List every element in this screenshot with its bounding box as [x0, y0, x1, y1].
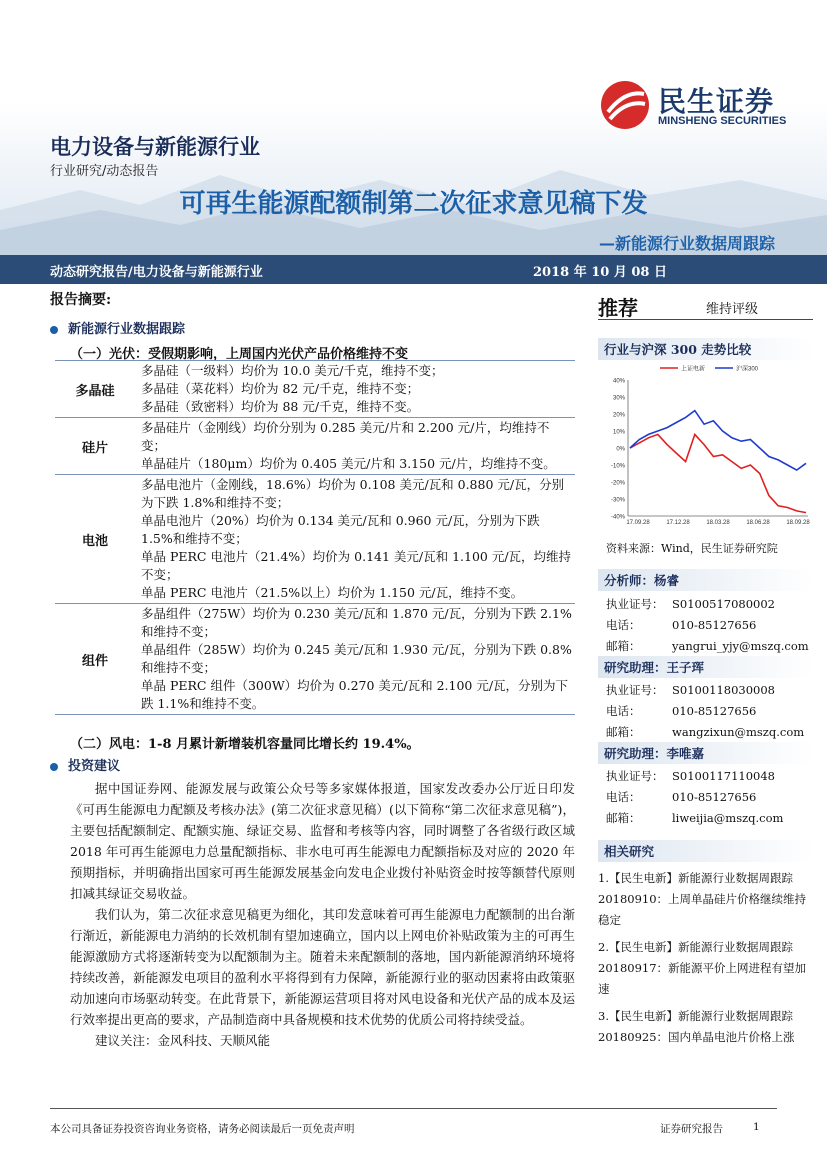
footer-divider	[50, 1108, 777, 1109]
y-tick-label: 0%	[616, 446, 625, 453]
paragraph: 据中国证券网、能源发展与政策公众号等多家媒体报道，国家发改委办公厅近日印发《可再生能源电力配额及考核办法》(第二次征求意见稿）(以下简称“第二次征求意见稿”)，主要包括配额制定、配额实施、绿证交易、监督和考核等内容，同时调整了各省级行政区域 2018 年可再生能源电力总量配额指标、非水电可再生能源电力配额指标及对应的 2020 年预期指标，并明确指出国家可再生能源发展基金向发电企业拨付补贴资金时按等额替代原则扣减其绿证交易收益。	[70, 781, 575, 901]
pv-heading: （一）光伏：受假期影响，上周国内光伏产品价格维持不变	[70, 347, 409, 362]
rating-text: 维持评级	[706, 302, 759, 317]
table-row	[55, 604, 575, 715]
contact-value: S0100117110048	[672, 769, 775, 783]
contact-value[interactable]: liweijia@mszq.com	[672, 811, 784, 825]
table-category: 多晶硅	[55, 361, 135, 418]
x-tick-label: 18.03.28	[706, 520, 730, 526]
report-category: 动态研究报告/电力设备与新能源行业	[50, 265, 263, 280]
section-heading-data-tracking	[50, 318, 185, 337]
table-details	[135, 361, 575, 418]
related-item[interactable]: 3.【民生电新】新能源行业数据周跟踪 20180925：国内单晶电池片价格上涨	[598, 1009, 795, 1044]
footer-disclaimer: 本公司具备证券投资咨询业务资格，请务必阅读最后一页免责声明	[50, 1123, 355, 1135]
y-tick-label: -30%	[610, 497, 625, 504]
table-row	[55, 418, 575, 475]
contact-value: S0100517080002	[672, 597, 775, 611]
chart-heading: 行业与沪深 300 走势比较	[598, 338, 813, 360]
related-research-list	[598, 868, 816, 1048]
logo-text-en: MINSHENG SECURITIES	[658, 115, 787, 127]
x-tick-label: 17.12.28	[666, 520, 690, 526]
table-line: 多晶硅（菜花料）均价为 82 元/千克，维持不变；	[141, 381, 420, 396]
related-item[interactable]: 1.【民生电新】新能源行业数据周跟踪 20180910：上周单晶硅片价格继续维持稳定	[598, 871, 807, 927]
contact-key: 执业证号：	[606, 769, 664, 783]
analyst-heading: 分析师：杨睿	[598, 569, 813, 591]
table-details	[135, 418, 575, 475]
price-table	[55, 360, 575, 715]
assistant2-contact	[606, 768, 783, 826]
table-details	[135, 475, 575, 604]
bullet-icon	[50, 326, 58, 334]
paragraph: 我们认为，第二次征求意见稿更为细化，其印发意味着可再生能源电力配额制的出台渐行渐近，新能源电力消纳的长效机制有望加速确立，国内以上网电价补贴政策为主的可再生能源激励方式将逐渐转变为以配额制为主。随着未来配额制的落地，国内新能源消纳环境将持续改善，新能源发电项目的盈利水平将得到有力保障，新能源行业的驱动因素将由政策驱动加速向市场驱动转变。在此背景下，新能源运营项目将对风电设备和光伏产品的成本及运行效率提出更高的要求，产品制造商中具备规模和技术优势的优质公司将持续受益。	[70, 907, 575, 1027]
table-line: 单晶 PERC 电池片（21.5%以上）均价为 1.150 元/瓦，维持不变。	[141, 585, 524, 600]
table-details	[135, 604, 575, 715]
footer-label: 证券研究报告	[660, 1123, 723, 1135]
table-line: 单晶组件（285W）均价为 0.245 美元/瓦和 1.930 元/瓦，分别为下跌 0.8%和维持不变；	[141, 642, 572, 675]
contact-key: 电话：	[606, 618, 641, 632]
table-line: 多晶组件（275W）均价为 0.230 美元/瓦和 1.870 元/瓦，分别为下跌 2.1%和维持不变；	[141, 606, 572, 639]
y-tick-label: -20%	[610, 480, 625, 487]
contact-value[interactable]: wangzixun@mszq.com	[672, 725, 805, 739]
section-heading-investment	[50, 755, 120, 774]
table-line: 多晶硅（一级料）均价为 10.0 美元/千克，维持不变；	[141, 363, 444, 378]
contact-key: 电话：	[606, 790, 641, 804]
table-row	[55, 475, 575, 604]
contact-value: 010-85127656	[672, 790, 757, 804]
table-line: 单晶硅片（180μm）均价为 0.405 美元/片和 3.150 元/片，均维持不变。	[141, 456, 556, 471]
section-title: 新能源行业数据跟踪	[68, 322, 186, 337]
y-tick-label: 40%	[612, 378, 625, 385]
company-logo	[600, 80, 800, 130]
y-tick-label: -10%	[610, 463, 625, 470]
table-line: 多晶硅片（金刚线）均价分别为 0.285 美元/片和 2.200 元/片，均维持不变；	[141, 420, 550, 453]
series-line-1	[630, 411, 806, 471]
assistant1-contact	[606, 682, 804, 740]
recommendation: 推荐	[598, 296, 638, 320]
legend-label: 上证电新	[681, 366, 706, 373]
y-tick-label: 10%	[612, 429, 625, 436]
contact-key: 邮箱：	[606, 639, 641, 653]
contact-value: S0100118030008	[672, 683, 775, 697]
wind-heading: （二）风电：1-8 月累计新增装机容量同比增长约 19.4%。	[70, 737, 420, 752]
report-subtitle: —新能源行业数据周跟踪	[598, 234, 775, 253]
y-tick-label: -40%	[610, 514, 625, 521]
contact-key: 执业证号：	[606, 683, 664, 697]
trend-chart	[600, 358, 815, 533]
legend-label: 沪深300	[736, 366, 759, 373]
table-category: 电池	[55, 475, 135, 604]
bullet-icon	[50, 763, 58, 771]
table-line: 多晶电池片（金刚线，18.6%）均价为 0.108 美元/瓦和 0.880 元/瓦，分别为下跌 1.8%和维持不变；	[141, 477, 565, 510]
industry-name: 电力设备与新能源行业	[50, 135, 260, 159]
logo-mark-icon	[600, 80, 650, 130]
contact-key: 邮箱：	[606, 811, 641, 825]
contact-value: 010-85127656	[672, 704, 757, 718]
table-row	[55, 361, 575, 418]
investment-text	[70, 778, 575, 1051]
x-tick-label: 18.06.28	[746, 520, 770, 526]
paragraph: 建议关注：金风科技、天顺风能	[95, 1033, 271, 1048]
report-info-bar	[0, 255, 827, 284]
table-line: 单晶 PERC 组件（300W）均价为 0.270 美元/瓦和 2.100 元/瓦，分别为下跌 1.1%和维持不变。	[141, 678, 569, 711]
table-category: 组件	[55, 604, 135, 715]
table-line: 单晶电池片（20%）均价为 0.134 美元/瓦和 0.960 元/瓦，分别为下跌 1.5%和维持不变；	[141, 513, 540, 546]
series-line-0	[630, 434, 806, 512]
summary-label: 报告摘要:	[50, 292, 112, 308]
y-tick-label: 30%	[612, 395, 625, 402]
chart-source: 资料来源：Wind，民生证券研究院	[606, 542, 778, 555]
contact-key: 执业证号：	[606, 597, 664, 611]
table-line: 多晶硅（致密料）均价为 88 元/千克，维持不变。	[141, 399, 420, 414]
analyst-contact	[606, 596, 809, 654]
contact-value: 010-85127656	[672, 618, 757, 632]
table-line: 单晶 PERC 电池片（21.4%）均价为 0.141 美元/瓦和 1.100 元/瓦，均维持不变；	[141, 549, 572, 582]
report-header	[0, 0, 827, 255]
report-title: 可再生能源配额制第二次征求意见稿下发	[179, 189, 648, 219]
related-item[interactable]: 2.【民生电新】新能源行业数据周跟踪 20180917：新能源平价上网进程有望加速	[598, 940, 807, 996]
assistant1-heading: 研究助理：王子珲	[598, 656, 813, 678]
y-tick-label: 20%	[612, 412, 625, 419]
related-heading: 相关研究	[598, 840, 813, 862]
rating-block	[598, 290, 813, 320]
contact-key: 电话：	[606, 704, 641, 718]
contact-value[interactable]: yangrui_yjy@mszq.com	[672, 639, 809, 653]
table-category: 硅片	[55, 418, 135, 475]
section-title: 投资建议	[68, 759, 121, 774]
report-date: 2018 年 10 月 08 日	[533, 265, 667, 280]
x-tick-label: 17.09.28	[626, 520, 650, 526]
contact-key: 邮箱：	[606, 725, 641, 739]
report-type: 行业研究/动态报告	[50, 164, 159, 179]
x-tick-label: 18.09.28	[786, 520, 810, 526]
page-number: 1	[753, 1121, 760, 1133]
assistant2-heading: 研究助理：李唯嘉	[598, 742, 813, 764]
logo-text-cn: 民生证券	[658, 85, 775, 118]
